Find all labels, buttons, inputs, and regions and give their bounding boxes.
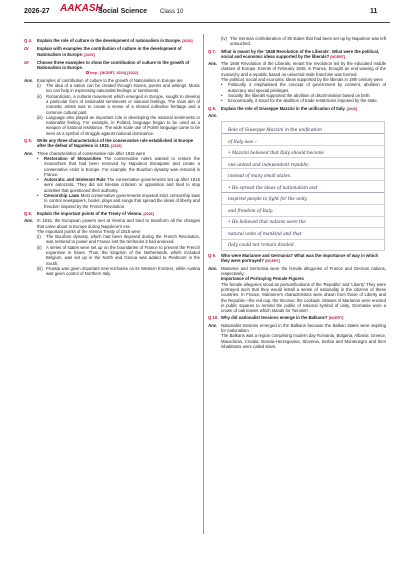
brand-logo: AAKASH <box>60 3 103 14</box>
answer-label: Ans. <box>208 61 218 67</box>
answer-7 <box>208 61 386 77</box>
question-number: Q 6. <box>24 210 33 216</box>
bullet-item: • Autocratic and Intolerant Rule The conservative governments set up after 1815 were autocratic. They did not tolerate criticism or opposition and tried to stop activities that questioned their authority. <box>37 177 200 193</box>
answer-paragraph: The political, social and economic ideas supported by the liberals in 19th century were <box>221 77 383 83</box>
handwritten-line: Role of Giuseppe Mazzini in the unification <box>228 128 322 134</box>
bullet-item: • Censorship Laws Most conservative governments imposed strict censorship laws to control newspapers, books, plays and songs that spread the ideas of liberty and freedom inspired by the French Revolution. <box>37 193 200 209</box>
year-tag: [2025] <box>182 39 193 43</box>
answer-6 <box>24 218 200 229</box>
answer-label: Ans. <box>208 112 218 118</box>
question-number: Q 4. <box>24 38 33 43</box>
question-text: Write any three characteristics of the conservative rule established in Europe after the defeat of Napoleon in 1815. [2025] <box>37 138 194 149</box>
answer-8 <box>208 113 386 118</box>
question-number: Q 9. <box>208 253 217 259</box>
answer-paragraph: The Balkans was a region comprising modern day Romania, Bulgaria, Albania, Greece, Macedonia, Croatia, Bosnia-Herzegovina, Slovenia, Serbia and Montenegro and their inhabitants were called slavs. <box>221 333 386 349</box>
answer-intro: Three characteristics of conservative rule after 1815 were <box>37 150 146 156</box>
answer-intro: In 1815, the European powers met at Vienna and tried to transform all the changes that came about in Europe during Napoleon's era. <box>37 218 200 229</box>
answer-paragraph: The important points of the Vienna Treaty of 1815 were <box>37 228 141 234</box>
list-item: (iii) Language also played an important role in developing the national sentiments or nationalist feeling. For example, in Poland, language began to be used as a weapon of national resistance. The wide scale use of Polish language came to be seen as a symbol of struggle against national dominance. <box>37 114 200 136</box>
question-number: Q 7. <box>208 48 217 54</box>
list-item: (iii) Prussia was given important new territories on its Western frontiers, while Austria was given control of Northern Italy. <box>37 265 200 277</box>
answer-intro: The 1848 Revolution of the Liberals, meant the revolution led by the educated middle classes of Europe. Events of February 1848, in France, brought an end waiving of the monarchy and a republic based on universal male franchise was formed. <box>221 61 386 77</box>
source-tag: [NCERT] <box>330 54 346 59</box>
handwritten-line: and freedom of Italy. <box>228 208 274 214</box>
question-text: Explain the important points of the Treaty of Vienna. [2026] <box>37 210 154 216</box>
source-tag: [NCERT] <box>328 316 344 321</box>
handwritten-answer <box>221 121 385 251</box>
question-text: What is meant by the '1848 Revolution of the Liberals'. What were the political, social and economic ideas supported by the liberals? [NCERT] <box>221 48 380 59</box>
handwritten-line: Italy could not remain divided. <box>228 243 295 249</box>
handwritten-line: • Mazzini believed that Italy should become <box>228 151 324 157</box>
question-4-or-1 <box>24 46 200 58</box>
question-text: Explain the role of Giuseppe Mazzini in the unification of Italy. [2026] <box>221 105 358 111</box>
list-item: (i) The Bourbon dynasty, which had been deposed during the French Revolution, was restored to power and France lost the territories it had annexed. <box>37 234 200 245</box>
question-7 <box>208 49 386 61</box>
header-rule <box>24 22 390 23</box>
year-tag: [2026] <box>346 106 358 111</box>
answer-label: Ans. <box>208 322 218 328</box>
right-column <box>208 36 386 349</box>
handwritten-line: of Italy was :- <box>228 139 258 145</box>
bullet-item: • Restoration of Monarchies The conservative rulers wanted to restore the monarchies that had been removed by Napoleon Bonaparte and create a conservative order in Europe. For example, the Bourbon dynasty was restored in France. <box>37 155 201 177</box>
answer-intro: Nationalist tensions emerged in the Balkans because the Balkan states were aspiring for nationalism. <box>221 322 386 334</box>
question-text: Explain the role of culture in the development of nationalism in Europe. [2025] <box>37 38 193 43</box>
handwritten-line: • He spread the ideas of nationalism and <box>228 185 318 191</box>
question-text: Why did nationalist tensions emerge in the Balkans? [NCERT] <box>221 315 344 321</box>
bullet-item: • Economically, it stood for the abolition of trade restrictions imposed by the state. <box>221 98 378 104</box>
question-8 <box>208 106 386 112</box>
list-item: (ii) A series of states were set up on the boundaries of France to prevent the French expansion in future. Thus, the kingdom of the Netherlands, which included Belgium, was set up in the North and Genoa was added to Piedmont in the South. <box>37 244 200 266</box>
answer-label: Ans. <box>24 150 34 156</box>
list-item: (i) The idea of a nation can be created through stories, poems and writings. Music too can help in expressing nationalist feelings or sentiments. <box>37 83 200 94</box>
year-tag: [2026] <box>143 211 154 216</box>
question-6 <box>24 211 200 217</box>
list-item: (ii) Romanticism, a cultural movement which emerged in Europe, sought to develop a particular form of nationalist sentiments or national feelings. The main aim of romantic artists was to create a sense of a shared collective heritage and a common cultural past. <box>37 93 200 115</box>
handwritten-line: instead of many small states. <box>228 174 292 180</box>
handwritten-line: inspired people to fight for the unity <box>228 197 308 203</box>
answer-intro: Examples of contribution of culture to the growth of Nationalism in Europe are <box>37 77 183 83</box>
question-number: Q 8. <box>208 105 217 111</box>
question-10 <box>208 315 386 321</box>
answer-intro: Marianne and Germania were the female allegories of France and German nations, respectively. <box>221 265 386 277</box>
source-tag: [NCERT] <box>265 259 280 264</box>
importance-tag: ✪ Imp - [NCERT, 2024] [2022] <box>85 71 139 76</box>
question-number: Q 5. <box>24 138 33 144</box>
answer-paragraph: The female allegories stood as personifications of the 'Republic' and 'Liberty'.They were portrayed such that they would install a sense of nationality in the citizens of these countries. In France, Marianne's characteristics were drawn from those of Liberty and the Republic—the red cap, the tricolour, the cockade. Statues of Marianne were erected in public squares to remind the public of national symbol of unity. Germania wore a crown of oak leaves which stands for 'heroism'. <box>221 281 386 314</box>
question-number: Q 10. <box>208 315 219 321</box>
answer-subheading: Importance of Portraying Female Figures <box>221 276 304 282</box>
answer-9 <box>208 266 386 277</box>
answer-label: Ans. <box>24 77 34 83</box>
bullet-item: • Politically, it emphasised the concept of government by consent, abolition of autocracy and special privileges. <box>221 82 386 93</box>
subject-title: Social Science <box>98 8 148 15</box>
question-text: Explain with examples the contribution of culture in the development of Nationalism in Europe. [2025] <box>37 46 182 57</box>
page-header <box>0 0 400 34</box>
answer-10 <box>208 323 386 334</box>
question-text: Choose three examples to show the contribution of culture to the growth of Nationalism in Europe. <box>37 59 190 71</box>
year-tag: [2025] <box>84 52 95 57</box>
edition-year: 2026-27 <box>24 8 50 15</box>
question-5 <box>24 138 200 150</box>
bullet-item: • Socially, the liberals supported the abolition of discrimination based on birth. <box>221 92 371 98</box>
question-4 <box>24 38 200 44</box>
left-column <box>24 36 200 276</box>
answer-label: Ans. <box>208 265 218 271</box>
question-4-or-2 <box>24 60 200 71</box>
handwritten-line: • He believed that nations were the <box>228 220 306 226</box>
class-label: Class 10 <box>160 9 184 15</box>
answer-label: Ans. <box>24 218 34 224</box>
handwritten-line: one united and independent republic <box>228 162 309 168</box>
page-number: 11 <box>370 8 378 15</box>
question-9 <box>208 253 386 265</box>
year-tag: [2025] <box>111 144 122 149</box>
or-label: Or <box>24 59 29 65</box>
question-text: Who were Marianne and Germania? What was the importance of way in which they were portrayed? [NCERT] <box>221 253 379 264</box>
handwritten-line: natural units of mankind and that <box>228 231 302 237</box>
or-label: Or <box>24 46 29 52</box>
column-divider <box>203 34 204 534</box>
list-item: (iv) The German confederation of 39 states that had been set up by Napoleon was left untouched. <box>221 36 386 47</box>
